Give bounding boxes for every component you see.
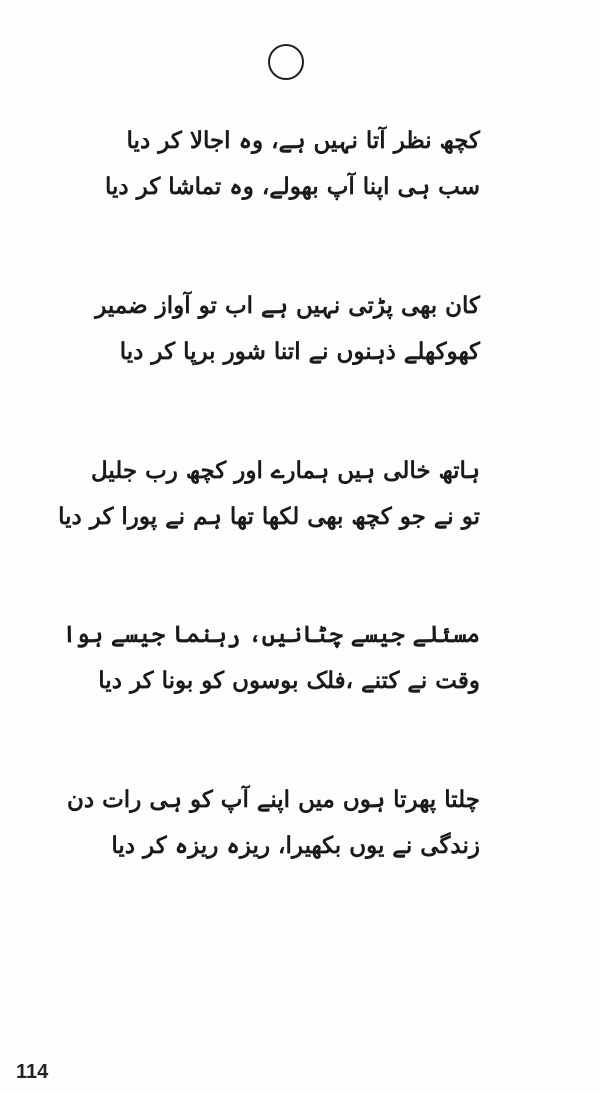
verse-line: زندگی نے یوں بکھیرا، ریزہ ریزہ کر دیا	[111, 832, 480, 859]
circle-ornament-icon	[268, 44, 304, 80]
stanza-1	[80, 118, 480, 210]
verse-line: چلتا پھرتا ہوں میں اپنے آپ کو ہی رات دن	[67, 786, 480, 813]
page-number: 114	[16, 1061, 49, 1083]
stanza-5	[67, 777, 480, 869]
stanza-3	[58, 448, 480, 540]
verse-line: کھوکھلے ذہنوں نے اتنا شور برپا کر دیا	[119, 338, 480, 365]
stanza-4	[62, 612, 480, 704]
verse-line: ہاتھ خالی ہیں ہمارے اور کچھ رب جلیل	[90, 457, 480, 484]
verse-line: مسئلے جیسے چٹانیں، رہنما جیسے ہوا	[62, 621, 480, 648]
verse-line: سب ہی اپنا آپ بھولے، وہ تماشا کر دیا	[105, 173, 480, 200]
verse-line: کان بھی پڑتی نہیں ہے اب تو آواز ضمیر	[95, 292, 480, 319]
verse-line: کچھ نظر آتا نہیں ہے، وہ اجالا کر دیا	[126, 127, 480, 154]
stanza-2	[80, 283, 480, 375]
verse-line: تو نے جو کچھ بھی لکھا تھا ہم نے پورا کر دیا	[58, 503, 480, 530]
verse-line: وقت نے کتنے ،فلک بوسوں کو بونا کر دیا	[98, 667, 480, 694]
